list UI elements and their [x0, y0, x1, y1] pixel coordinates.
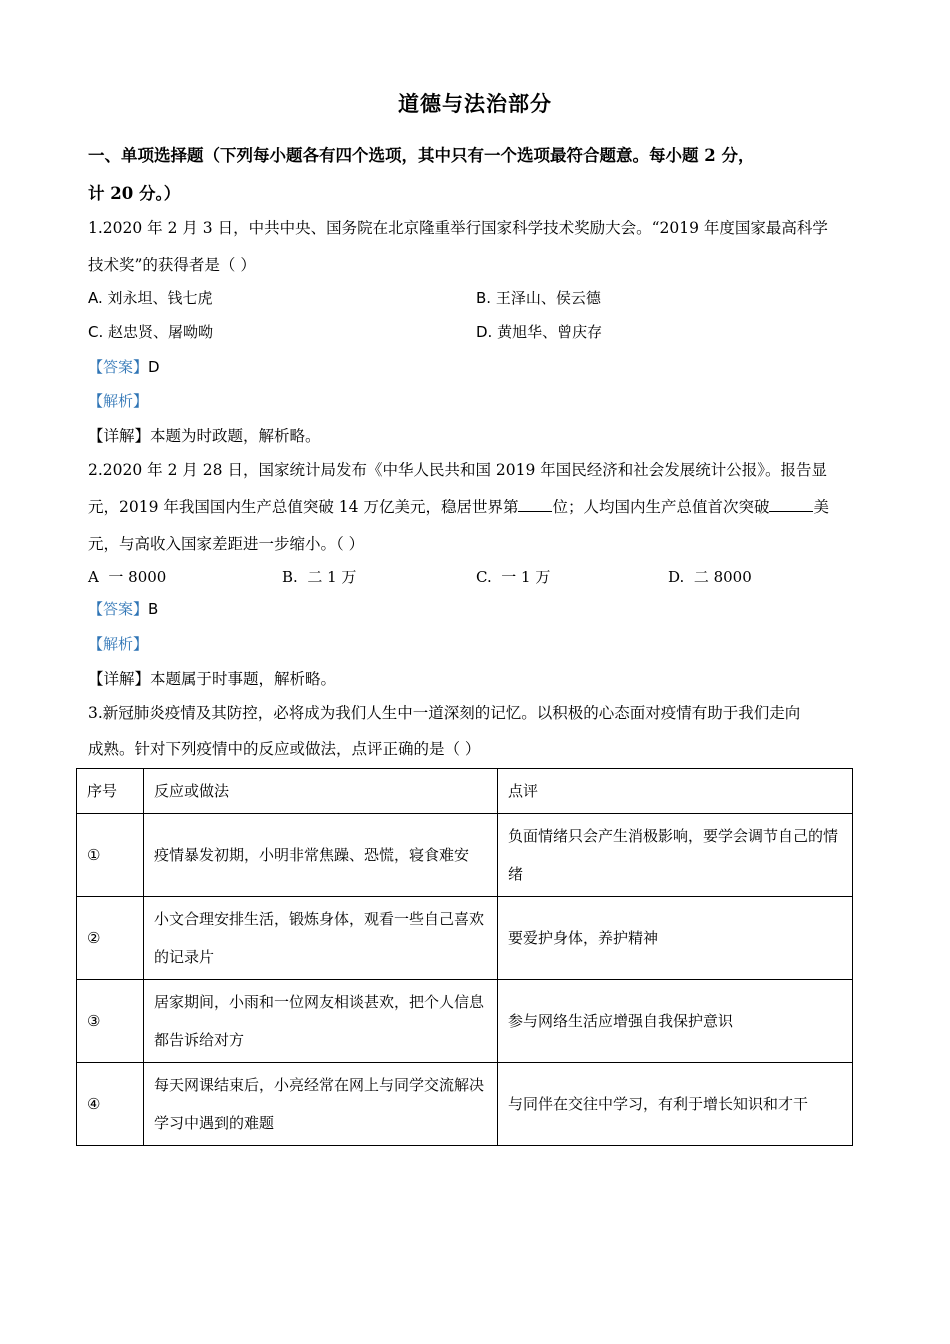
row-action: 每天网课结束后，小亮经常在网上与同学交流解决学习中遇到的难题 [144, 1063, 498, 1146]
row-index: ② [77, 897, 144, 980]
option-letter: C. [88, 323, 104, 341]
section-heading-line2: 计 20 分。） [88, 184, 181, 203]
table-row [77, 814, 853, 897]
q1-option-d [476, 321, 602, 342]
answer-tag: 【答案】 [88, 600, 149, 618]
answer-tag: 【答案】 [88, 358, 149, 376]
row-action: 小文合理安排生活，锻炼身体，观看一些自己喜欢的记录片 [144, 897, 498, 980]
detail-tag: 【详解】 [88, 427, 151, 445]
q3-stem-line2: 成熟。针对下列疫情中的反应或做法，点评正确的是（ ） [88, 740, 481, 758]
option-text: 黄旭华、曾庆存 [497, 323, 603, 341]
table-header-row [77, 769, 853, 814]
q1-option-c [88, 321, 213, 342]
table-row [77, 980, 853, 1063]
row-action: 居家期间，小雨和一位网友相谈甚欢，把个人信息都告诉给对方 [144, 980, 498, 1063]
row-comment: 要爱护身体，养护精神 [498, 897, 853, 980]
q3-stem-line1: 3.新冠肺炎疫情及其防控，必将成为我们人生中一道深刻的记忆。以积极的心态面对疫情有助于我们走向 [88, 704, 801, 722]
analysis-tag: 【解析】 [88, 635, 149, 653]
page-title: 道德与法治部分 [398, 91, 552, 116]
table-header-cell: 点评 [498, 769, 853, 814]
answer-value: B [148, 600, 159, 618]
answer-blank [769, 497, 813, 512]
q1-stem-line2: 技术奖”的获得者是（ ） [88, 256, 256, 274]
analysis-tag: 【解析】 [88, 392, 149, 410]
option-letter: C. [476, 568, 492, 586]
q1-analysis [88, 390, 148, 411]
option-text: 赵忠贤、屠呦呦 [108, 323, 214, 341]
q2-option-d [668, 566, 752, 587]
q1-detail [88, 424, 321, 446]
section-heading-line1: 一、单项选择题（下列每小题各有四个选项，其中只有一个选项最符合题意。每小题 2 分， [88, 146, 755, 165]
q2-answer [88, 598, 158, 619]
option-letter: D. [476, 323, 493, 341]
row-comment: 参与网络生活应增强自我保护意识 [498, 980, 853, 1063]
detail-text: 本题为时政题，解析略。 [150, 427, 321, 445]
q2-stem-line3: 元，与高收入国家差距进一步缩小。（ ） [88, 535, 365, 553]
option-letter: D. [668, 568, 685, 586]
option-letter: A. [88, 289, 103, 307]
q2-option-b [282, 566, 356, 587]
q1-stem-line1: 1.2020 年 2 月 3 日，中共中央、国务院在北京隆重举行国家科学技术奖励大会。“2019 年度国家最高科学 [88, 219, 828, 237]
table-header-cell: 反应或做法 [144, 769, 498, 814]
detail-text: 本题属于时事题，解析略。 [150, 670, 337, 688]
table-header-cell: 序号 [77, 769, 144, 814]
option-letter: B. [282, 568, 298, 586]
option-text: 二 1 万 [307, 568, 357, 586]
q2-stem-part-c: 美 [813, 498, 829, 516]
q1-answer [88, 356, 160, 377]
option-letter: B. [476, 289, 492, 307]
answer-blank [518, 497, 552, 512]
table-row [77, 1063, 853, 1146]
q1-option-b [476, 287, 601, 308]
row-index: ③ [77, 980, 144, 1063]
q3-table [76, 768, 853, 1146]
detail-tag: 【详解】 [88, 670, 151, 688]
row-comment: 与同伴在交往中学习，有利于增长知识和才干 [498, 1063, 853, 1146]
q1-option-a [88, 287, 213, 308]
q2-option-a [88, 566, 166, 587]
row-index: ④ [77, 1063, 144, 1146]
option-text: 二 8000 [693, 568, 752, 586]
option-text: 一 1 万 [501, 568, 551, 586]
option-letter: A [88, 568, 99, 586]
option-text: 一 8000 [108, 568, 167, 586]
q2-analysis [88, 633, 148, 654]
row-action: 疫情暴发初期，小明非常焦躁、恐慌，寝食难安 [144, 814, 498, 897]
option-text: 刘永坦、钱七虎 [107, 289, 213, 307]
row-comment: 负面情绪只会产生消极影响，要学会调节自己的情绪 [498, 814, 853, 897]
table-row [77, 897, 853, 980]
option-text: 王泽山、侯云德 [495, 289, 601, 307]
q2-stem-line2 [88, 495, 829, 517]
q2-stem-part-b: 位；人均国内生产总值首次突破 [552, 498, 770, 516]
q2-detail [88, 667, 336, 689]
q2-option-c [476, 566, 550, 587]
q2-stem-part-a: 元，2019 年我国国内生产总值突破 14 万亿美元，稳居世界第 [88, 498, 519, 516]
answer-value: D [148, 358, 160, 376]
q2-stem-line1: 2.2020 年 2 月 28 日，国家统计局发布《中华人民共和国 2019 年国民经济和社会发展统计公报》。报告显 [88, 461, 828, 479]
row-index: ① [77, 814, 144, 897]
